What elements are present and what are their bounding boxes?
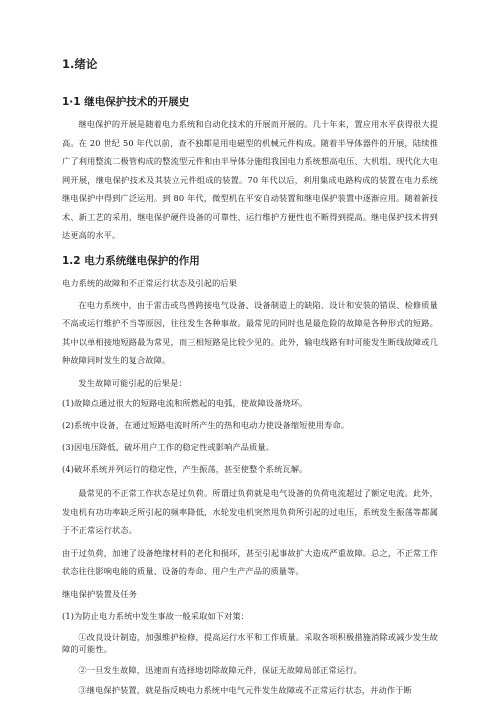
list-item: ②一旦发生故障，迅速而有选择地切除故障元件，保证无故障局部正常运行。 [78,664,362,675]
list-item: ①改良设计制造，加强维护检修，提高运行水平和工作质量。采取各项积极措施消除或减少发生故障的可能性。 [62,631,438,654]
abnormal-state-paragraph: 最常见的不正常工作状态是过负荷。所谓过负荷就是电气设备的负荷电流超过了额定电流。此外，发电机有功功率缺乏所引起的频率降低，水轮发电机突然甩负荷所引起的过电压，系统发生振荡等都属于不正常运行状态。 [62,488,438,535]
chapter-title: 1.绪论 [62,57,98,71]
list-item: (4)破坏系统并列运行的稳定性，产生振荡，甚至使整个系统瓦解。 [62,464,308,474]
faults-paragraph: 在电力系统中，由于雷击或鸟兽跨接电气设备、设备制造上的缺陷、设计和安装的错误、检修质量不高或运行维护不当等原因，往往发生各种事故。最常见的同时也是最危险的故障是各种形式的短路。其中以单相接地短路最为常见，而三相短路是比较少见的。此外，输电线路有时可能发生断线故障或几种故障同时发生的复合故障。 [62,299,438,365]
list-item: (3)因电压降低，破坏用户工作的稳定性或影响产品质量。 [62,442,275,452]
overload-paragraph: 由于过负荷，加速了设备绝缘材料的老化和损坏，甚至引起事故扩大造成严重故障。总之，不正常工作状态往往影响电能的质量、设备的寿命、用户生产产品的质量等。 [62,547,438,576]
measures-intro: (1)为防止电力系统中发生事故一般采取如下对策： [62,610,250,621]
list-item: (1)故障点通过很大的短路电流和所燃起的电弧，使故障设备烧坏。 [62,398,308,408]
consequences-intro: 发生故障可能引起的后果是： [78,377,187,388]
list-item: ③继电保护装置，就是指反映电力系统中电气元件发生故障或不正常运行状态，并动作于断 [78,685,412,695]
section-heading-role: 1.2 电力系统继电保护的作用 [62,254,200,267]
subheading-faults: 电力系统的故障和不正常运行状态及引起的后果 [62,277,238,288]
section-heading-history: 1·1 继电保护技术的开展史 [62,96,190,108]
history-paragraph: 继电保护的开展是随着电力系统和自动化技术的开展而开展的。几十年来，置应用水平获得很大提高。在 20 世纪 50 年代以前，查不独都是用电磁型的机械元件构成。随着半导体器件的开展，陆续推广了利用整流二极管构成的整流型元件和由半导体分施组我国电力系统想高电压、大机组、现代化大电网开展，继电保护技术及其装立元件组成的装置。70 年代以后，利用集成电路构成的装置在电力系统继电保护中得到广泛运用。到 80 年代，微型机在平安自动装置和继电保护装置中逐渐应用。随着新技术、新工艺的采用，继电保护硬件设备的可靠性、运行维护方便性也不断得到提高。继电保护技术将到达更高的水平。 [62,119,438,240]
consequences-list [62,392,438,480]
subheading-protection: 继电保护装置及任务 [62,588,138,599]
list-item: (2)系统中设备，在通过短路电流时所产生的热和电动力使设备缩短使用寿命。 [62,420,350,430]
